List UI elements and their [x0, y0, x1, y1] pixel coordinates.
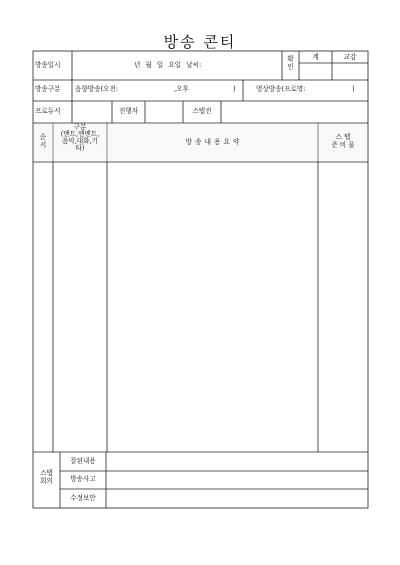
host-field[interactable]	[146, 102, 182, 122]
order-column-cell[interactable]	[34, 163, 52, 451]
staff-meeting-accident-field[interactable]	[107, 472, 367, 488]
staff-field[interactable]	[222, 102, 367, 122]
confirm-sign-box-1[interactable]	[300, 64, 331, 79]
category-label: 방송구분	[35, 85, 61, 93]
staff-meeting-good-field[interactable]	[107, 453, 367, 470]
confirm-label: 확 인	[287, 55, 294, 71]
summary-column-cell[interactable]	[108, 163, 317, 451]
staff-meeting-row-accident: 방송사고	[70, 475, 96, 483]
summary-header: 방 송 내 용 요 약	[185, 138, 240, 146]
close-paren: )	[233, 85, 236, 93]
staff-meeting-correction-field[interactable]	[107, 490, 367, 507]
producer-field[interactable]	[73, 102, 111, 122]
division-column-cell[interactable]	[54, 163, 106, 451]
staff-prep-column-cell[interactable]	[319, 163, 367, 451]
host-label: 진행자	[118, 107, 139, 115]
afternoon-label: ,오후	[174, 85, 189, 93]
confirm-col-1: 계	[312, 53, 319, 61]
audio-broadcast-label: 음향방송(오전:	[75, 85, 119, 93]
page-title: 방송 콘티	[163, 33, 237, 51]
date-fields: 년 월 일 요일 날씨:	[134, 61, 202, 69]
video-broadcast-label: 영상방송(프로명:	[256, 85, 306, 93]
division-header: 구분 (멘트,멘멘트, 음악,대화,기 타)	[60, 123, 100, 152]
staff-prep-header: 스 탭 준 비 물	[331, 133, 355, 149]
producer-label: 프로듀서	[35, 107, 61, 115]
staff-label: 스탭진	[192, 107, 212, 115]
broadcast-date-label: 방송일시	[35, 61, 61, 69]
staff-meeting-row-correction: 수정보안	[70, 494, 96, 502]
order-header: 순 서	[39, 133, 47, 149]
close-paren-2: )	[352, 85, 355, 93]
confirm-col-2: 교감	[343, 53, 357, 61]
staff-meeting-row-good: 잘된내용	[70, 457, 96, 465]
staff-meeting-label: 스탭 회의	[40, 469, 53, 485]
confirm-sign-box-2[interactable]	[333, 64, 367, 79]
